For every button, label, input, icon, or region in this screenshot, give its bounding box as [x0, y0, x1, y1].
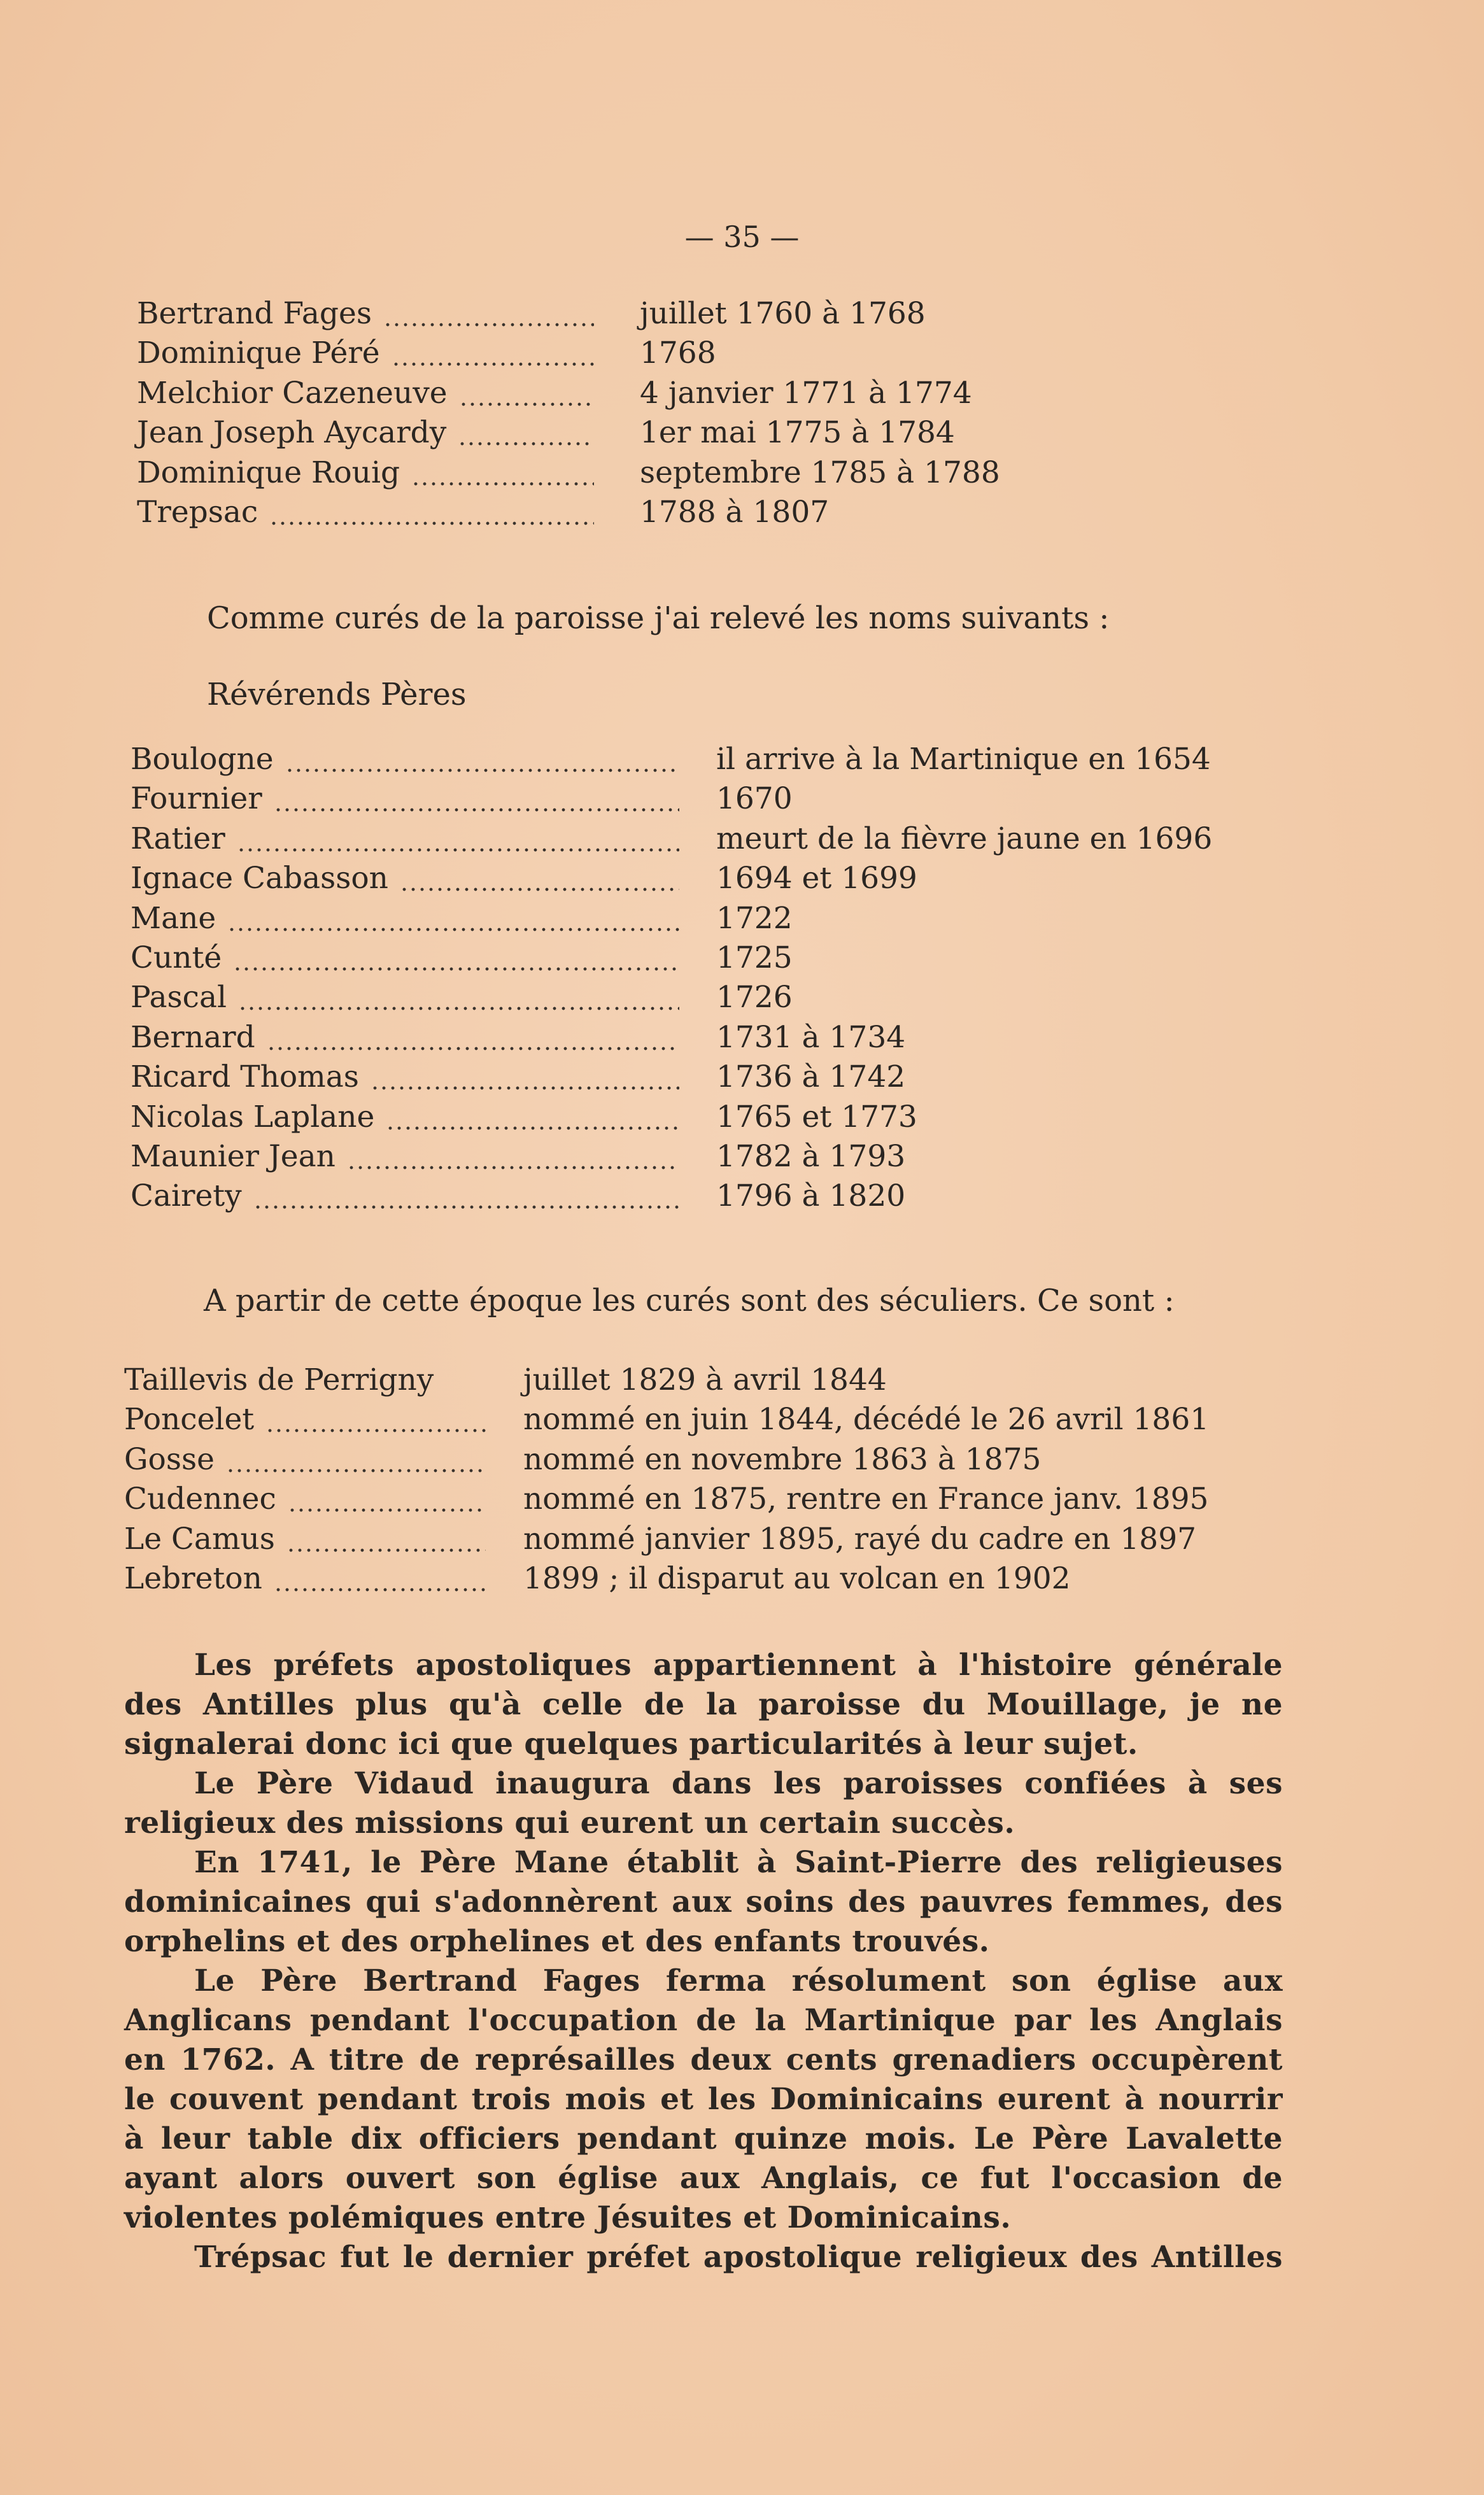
- paragraph-line: à leur table dix officiers pendant quinze mois. Le Père Lavalette: [124, 2121, 1283, 2156]
- entry-date: septembre 1785 à 1788: [640, 455, 1000, 490]
- list-entry: [137, 413, 1213, 453]
- dot-leader: [347, 1137, 679, 1177]
- list-entry: [131, 1098, 1289, 1137]
- entry-date: 1694 et 1699: [716, 861, 917, 896]
- list-entry: [131, 779, 1289, 819]
- list-entry: [137, 374, 1213, 413]
- dot-leader: [392, 334, 594, 373]
- list-entry: [124, 1559, 1096, 1599]
- list-entry: [124, 1440, 1096, 1480]
- dot-leader: [411, 453, 594, 493]
- entry-name: Le Camus: [124, 1521, 275, 1557]
- paragraph-line: le couvent pendant trois mois et les Dominicains eurent à nourrir: [124, 2082, 1283, 2117]
- page-number: — 35 —: [684, 220, 800, 254]
- dot-leader: [371, 1057, 679, 1097]
- entry-date: 1768: [640, 336, 716, 371]
- list-entry: [131, 740, 1289, 779]
- dot-leader: [274, 1559, 486, 1599]
- reverends-heading: Révérends Pères: [207, 677, 467, 712]
- paragraph-line: ayant alors ouvert son église aux Anglais, ce fut l'occasion de: [124, 2161, 1283, 2196]
- list-entry: [137, 334, 1213, 373]
- list-entry: [131, 1018, 1289, 1057]
- entry-date: 1782 à 1793: [716, 1139, 906, 1174]
- dot-leader: [285, 740, 679, 779]
- list-entry: [131, 859, 1289, 898]
- paragraph-line: religieux des missions qui eurent un certain succès.: [124, 1806, 1015, 1841]
- entry-date: 1er mai 1775 à 1784: [640, 415, 955, 451]
- entry-name: Bertrand Fages: [137, 296, 372, 331]
- list-entry: [131, 938, 1289, 978]
- paragraph-line: signalerai donc ici que quelques particularités à leur sujet.: [124, 1727, 1138, 1762]
- entry-date: 4 janvier 1771 à 1774: [640, 375, 972, 411]
- dot-leader: [238, 978, 679, 1017]
- intro-seculiers: A partir de cette époque les curés sont des séculiers. Ce sont :: [204, 1283, 1175, 1318]
- list-entry: [131, 1057, 1289, 1097]
- list-entry: [131, 1137, 1289, 1177]
- entry-name: Maunier Jean: [131, 1139, 336, 1174]
- entry-name: Lebreton: [124, 1561, 262, 1596]
- entry-name: Nicolas Laplane: [131, 1099, 375, 1134]
- paragraph-line: Trépsac fut le dernier préfet apostolique religieux des Antilles: [194, 2240, 1283, 2275]
- paragraph-line: des Antilles plus qu'à celle de la paroisse du Mouillage, je ne: [124, 1687, 1283, 1722]
- dot-leader: [227, 899, 679, 938]
- paragraph-line: dominicaines qui s'adonnèrent aux soins des pauvres femmes, des: [124, 1884, 1283, 1919]
- entry-name: Jean Joseph Aycardy: [137, 415, 447, 451]
- entry-date: 1670: [716, 781, 793, 817]
- dot-leader: [226, 1440, 486, 1480]
- entry-date: 1722: [716, 900, 793, 936]
- list-entry: [131, 1177, 1289, 1216]
- entry-name: Dominique Rouig: [137, 455, 400, 490]
- entry-date: 1731 à 1734: [716, 1019, 906, 1055]
- entry-name: Ratier: [131, 821, 225, 856]
- entry-name: Melchior Cazeneuve: [137, 375, 448, 411]
- entry-name: Cunté: [131, 940, 222, 975]
- entry-name: Trepsac: [137, 495, 258, 530]
- list-entry: [124, 1520, 1196, 1559]
- entry-name: Dominique Péré: [137, 336, 380, 371]
- dot-leader: [288, 1480, 486, 1519]
- list-entry: [124, 1480, 1209, 1519]
- dot-leader: [237, 819, 679, 859]
- intro-cures: Comme curés de la paroisse j'ai relevé les noms suivants :: [207, 600, 1110, 636]
- list-entry: [137, 294, 1213, 334]
- dot-leader: [233, 938, 679, 978]
- entry-date: 1765 et 1773: [716, 1099, 917, 1134]
- entry-date: 1725: [716, 940, 793, 975]
- entry-date: 1726: [716, 980, 793, 1015]
- list-entry: [137, 493, 1213, 532]
- paragraph-line: Les préfets apostoliques appartiennent à l'histoire générale: [194, 1648, 1283, 1683]
- entry-date: nommé en 1875, rentre en France janv. 1895: [523, 1481, 1209, 1517]
- list-entry: [124, 1400, 1210, 1439]
- paragraph-line: en 1762. A titre de représailles deux cents grenadiers occupèrent: [124, 2042, 1283, 2077]
- entry-name: Bernard: [131, 1019, 255, 1055]
- dot-leader: [269, 493, 594, 532]
- dot-leader: [383, 294, 594, 334]
- list-entry: [131, 978, 1289, 1017]
- entry-date: 1736 à 1742: [716, 1059, 906, 1095]
- list-entry: [131, 899, 1289, 938]
- entry-date: 1796 à 1820: [716, 1178, 906, 1214]
- dot-leader: [459, 374, 594, 413]
- dot-leader: [267, 1018, 679, 1057]
- list-entry: [124, 1361, 1096, 1400]
- dot-leader: [253, 1177, 679, 1216]
- paragraph-line: En 1741, le Père Mane établit à Saint-Pierre des religieuses: [194, 1845, 1283, 1880]
- entry-date: 1788 à 1807: [640, 495, 830, 530]
- dot-leader: [286, 1520, 486, 1559]
- entry-name: Ignace Cabasson: [131, 861, 388, 896]
- paragraph-line: Anglicans pendant l'occupation de la Martinique par les Anglais: [124, 2003, 1283, 2038]
- entry-date: 1899 ; il disparut au volcan en 1902: [523, 1561, 1071, 1596]
- entry-date: il arrive à la Martinique en 1654: [716, 742, 1211, 777]
- entry-date: juillet 1829 à avril 1844: [523, 1362, 887, 1397]
- dot-leader: [458, 413, 594, 453]
- entry-date: meurt de la fièvre jaune en 1696: [716, 821, 1213, 856]
- entry-name: Pascal: [131, 980, 227, 1015]
- paragraph-line: violentes polémiques entre Jésuites et Dominicains.: [124, 2200, 1012, 2235]
- entry-name: Ricard Thomas: [131, 1059, 359, 1095]
- entry-date: nommé en novembre 1863 à 1875: [523, 1441, 1042, 1477]
- dot-leader: [274, 779, 679, 819]
- entry-name: Gosse: [124, 1441, 215, 1477]
- entry-name: Taillevis de Perrigny: [124, 1362, 434, 1397]
- entry-name: Fournier: [131, 781, 262, 817]
- paragraph-line: Le Père Vidaud inaugura dans les paroisses confiées à ses: [194, 1766, 1283, 1801]
- list-entry: [137, 453, 1213, 493]
- entry-date: nommé janvier 1895, rayé du cadre en 1897: [523, 1521, 1196, 1557]
- entry-date: juillet 1760 à 1768: [640, 296, 926, 331]
- paragraph-line: Le Père Bertrand Fages ferma résolument son église aux: [194, 1963, 1283, 1998]
- dot-leader: [400, 859, 679, 898]
- dot-leader: [386, 1098, 679, 1137]
- entry-date: nommé en juin 1844, décédé le 26 avril 1861: [523, 1402, 1210, 1438]
- entry-name: Boulogne: [131, 742, 274, 777]
- paragraph-line: orphelins et des orphelines et des enfants trouvés.: [124, 1924, 990, 1959]
- dot-leader: [265, 1400, 486, 1439]
- entry-name: Mane: [131, 900, 216, 936]
- entry-name: Poncelet: [124, 1402, 255, 1438]
- entry-name: Cudennec: [124, 1481, 276, 1517]
- entry-name: Cairety: [131, 1178, 242, 1214]
- list-entry: [131, 819, 1289, 859]
